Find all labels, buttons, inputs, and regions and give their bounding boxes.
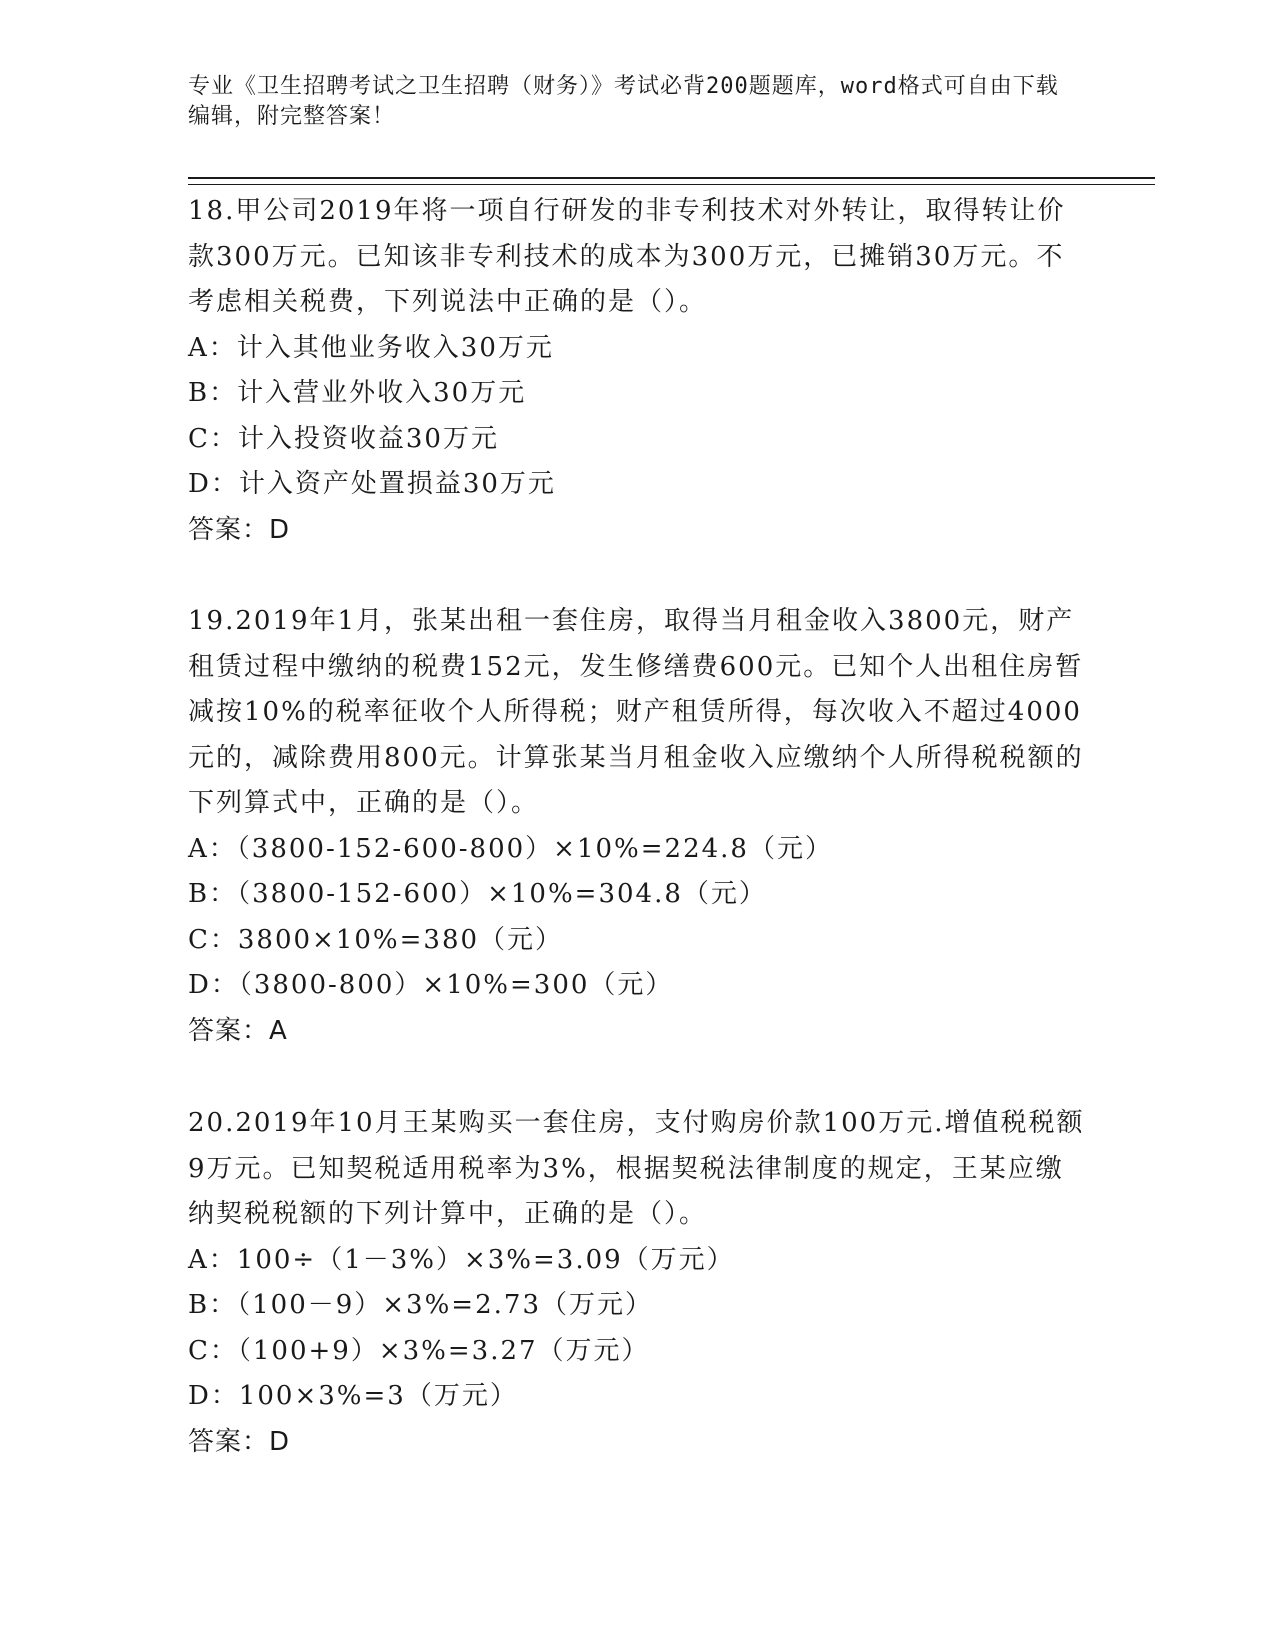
option-b: B：计入营业外收入30万元 [188,378,527,408]
question-20 [188,1101,1088,1465]
header-divider-thick [188,177,1155,179]
question-19 [188,599,1088,1054]
option-d: D：计入资产处置损益30万元 [188,469,556,499]
option-a: A：计入其他业务收入30万元 [188,332,554,363]
question-18 [188,189,1088,553]
option-c: C：计入投资收益30万元 [188,423,499,454]
document-header: 专业《卫生招聘考试之卫生招聘（财务）》考试必背200题题库，word格式可自由下载编辑，附完整答案！ [188,74,1059,129]
option-d: D：100×3%=3（万元） [188,1381,518,1411]
question-stem: 20.2019年10月王某购买一套住房，支付购房价款100万元.增值税税额9万元。已知契税适用税率为3%，根据契税法律制度的规定，王某应缴纳契税税额的下列计算中，正确的是（）。 [188,1108,1085,1229]
option-c: C：（100+9）×3%=3.27（万元） [188,1335,650,1366]
question-stem: 18.甲公司2019年将一项自行研发的非专利技术对外转让，取得转让价款300万元。已知该非专利技术的成本为300万元，已摊销30万元。不考虑相关税费，下列说法中正确的是（）。 [188,196,1066,317]
option-c: C：3800×10%=380（元） [188,924,564,955]
question-stem: 19.2019年1月，张某出租一套住房，取得当月租金收入3800元，财产租赁过程中缴纳的税费152元，发生修缮费600元。已知个人出租住房暂减按10%的税率征收个人所得税；财产租赁所得，每次收入不超过4000元的，减除费用800元。计算张某当月租金收入应缴纳个人所得税税额的下列算式中，正确的是（）。 [188,606,1084,818]
answer: 答案：D [188,514,291,545]
option-a: A：100÷（1－3%）×3%=3.09（万元） [188,1244,735,1275]
option-a: A：（3800-152-600-800）×10%=224.8（元） [188,833,833,864]
answer: 答案：D [188,1426,291,1457]
answer: 答案：A [188,1015,288,1046]
option-d: D：（3800-800）×10%=300（元） [188,970,674,1000]
header-divider-thin [188,184,1155,185]
option-b: B：（100－9）×3%=2.73（万元） [188,1290,653,1320]
option-b: B：（3800-152-600）×10%=304.8（元） [188,879,767,909]
